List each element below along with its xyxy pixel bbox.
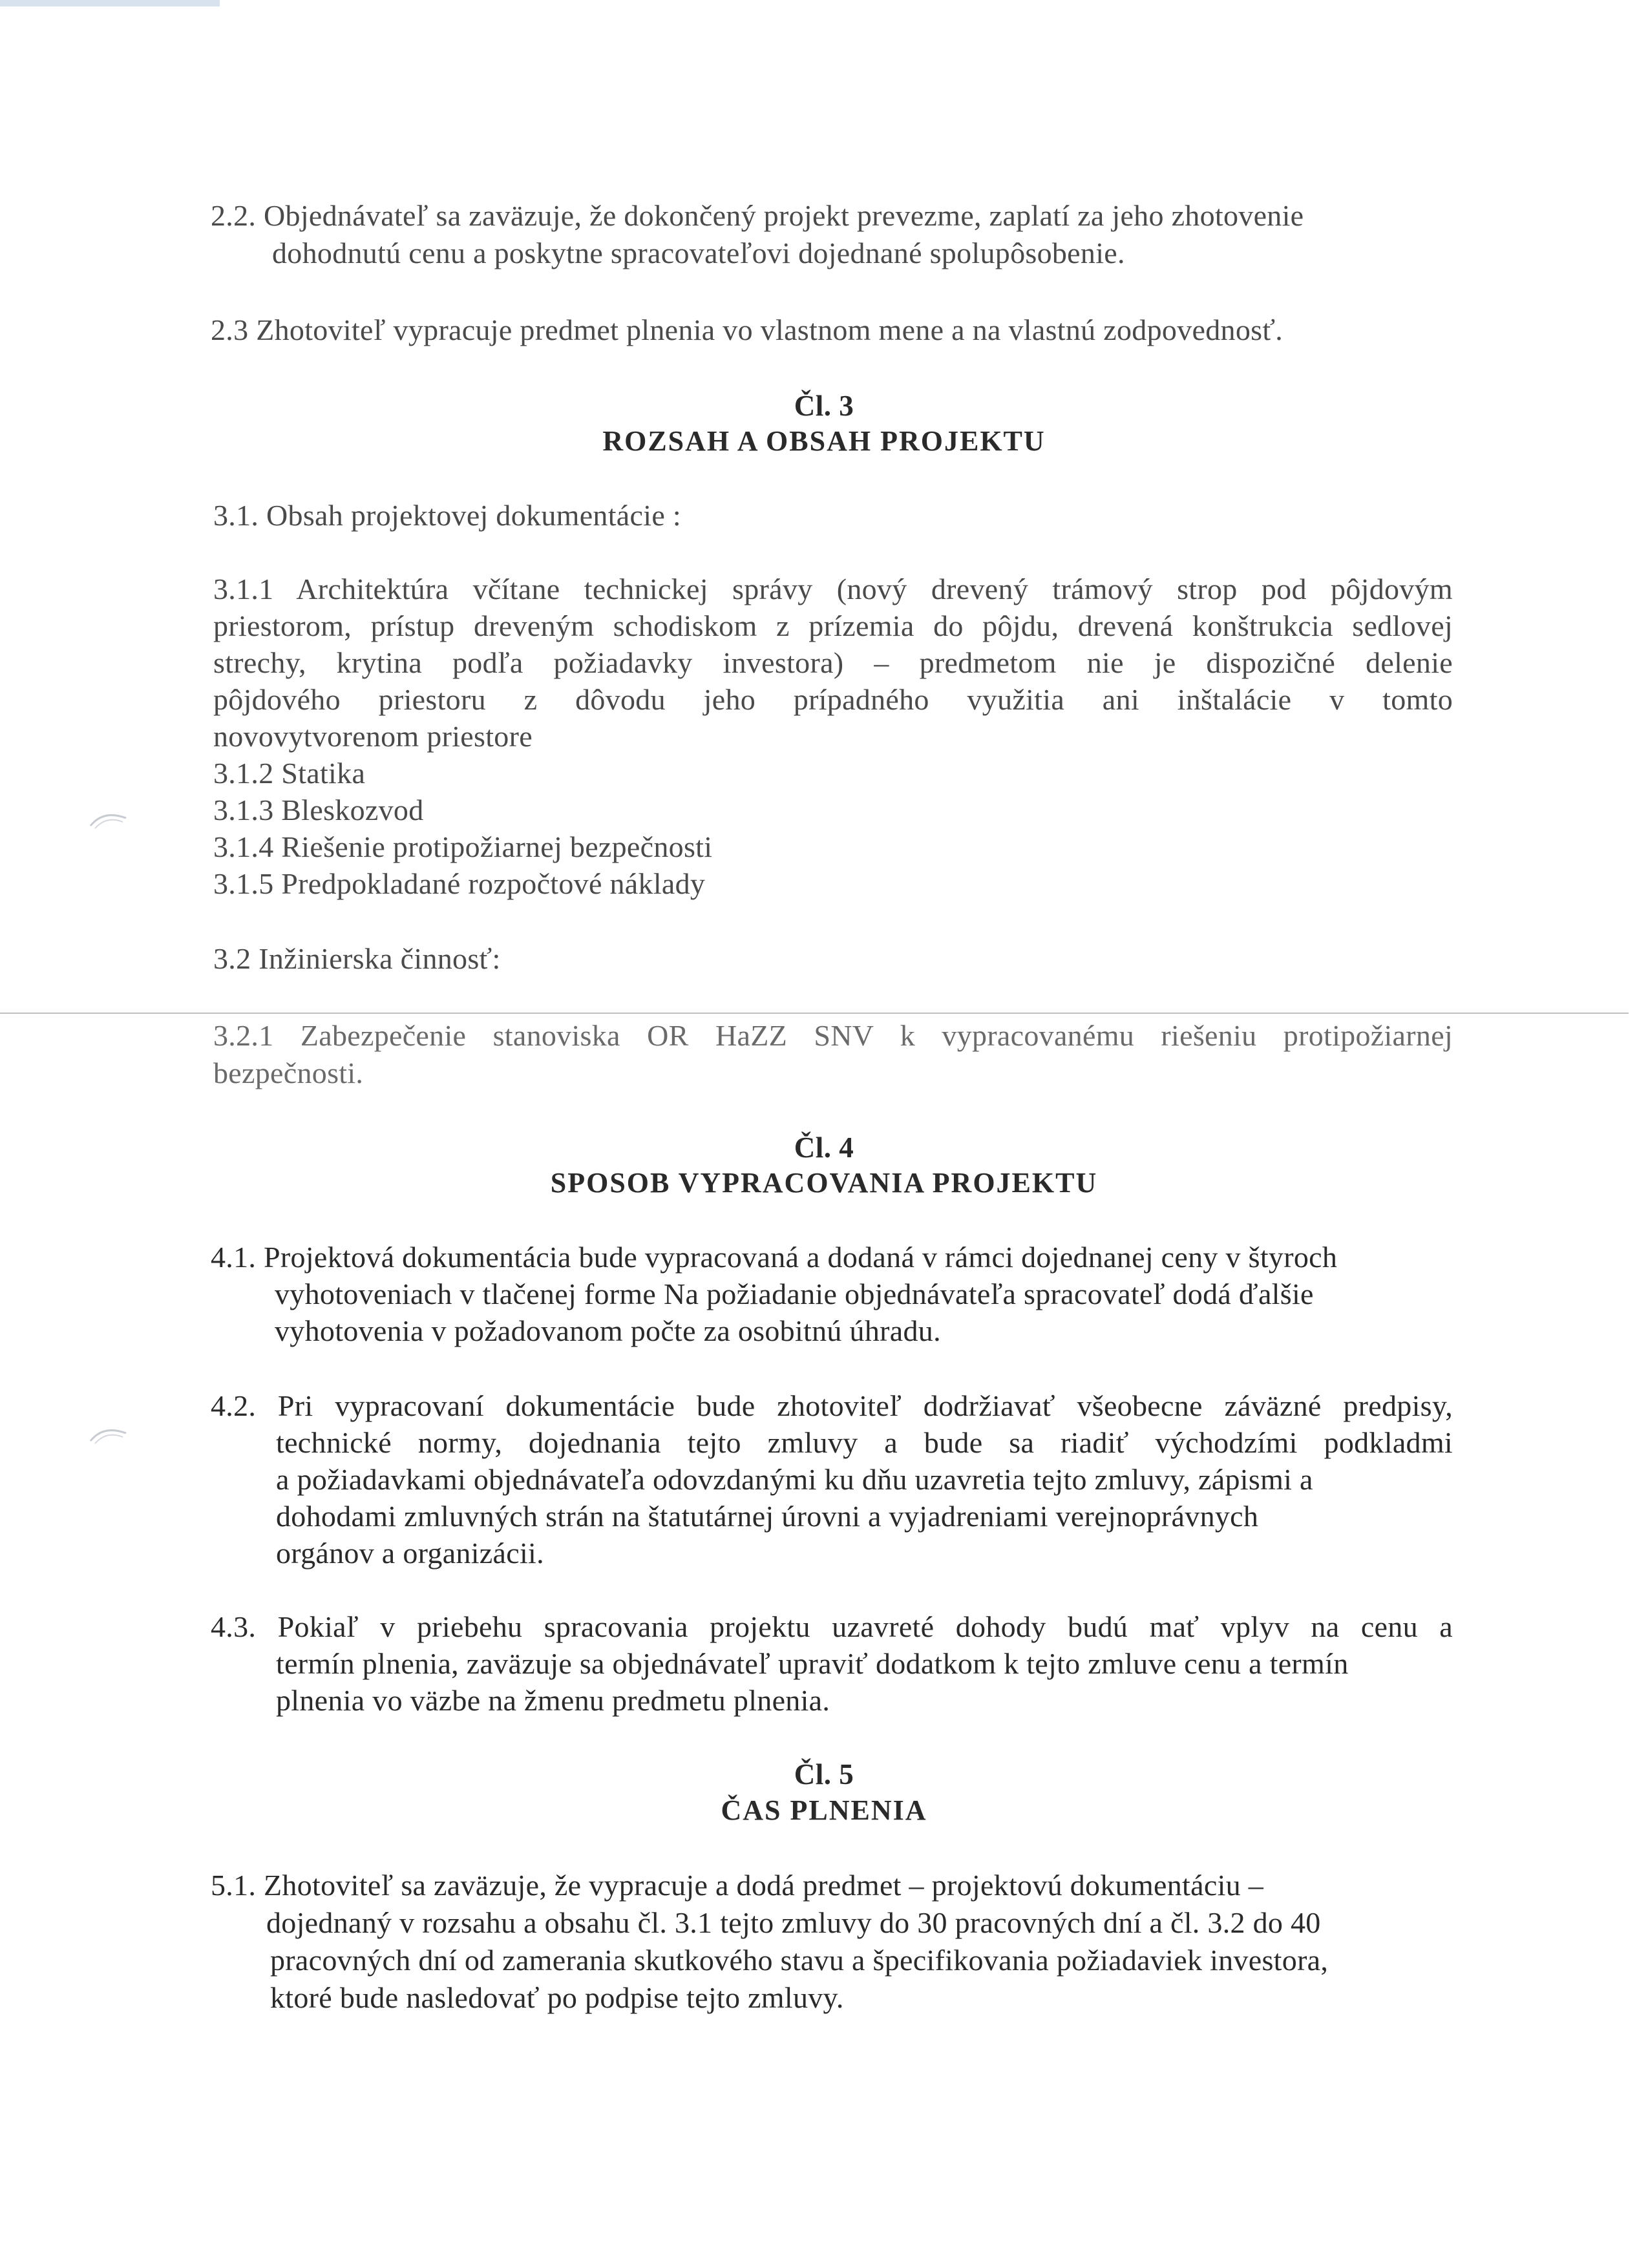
- paragraph-2-3: 2.3 Zhotoviteľ vypracuje predmet plnenia vo vlastnom mene a na vlastnú zodpovednosť.: [211, 313, 1284, 346]
- paragraph-5-1-line-2: dojednaný v rozsahu a obsahu čl. 3.1 tejto zmluvy do 30 pracovných dní a čl. 3.2 do 40: [266, 1906, 1321, 1939]
- item-3-1-3: 3.1.3 Bleskozvod: [213, 793, 424, 826]
- punch-hole-mark-icon: [87, 806, 132, 832]
- item-3-1-2: 3.1.2 Statika: [213, 757, 366, 790]
- article-3-number: Čl. 3: [794, 390, 854, 422]
- paragraph-3-1-1-line-1: 3.1.1 Architektúra včítane technickej správy (nový drevený trámový strop pod pôjdovým: [213, 572, 1453, 605]
- paragraph-3-2-1-line-2: bezpečnosti.: [213, 1056, 364, 1089]
- paragraph-4-1-line-1: 4.1. Projektová dokumentácia bude vypracovaná a dodaná v rámci dojednanej ceny v štyroch: [211, 1241, 1338, 1274]
- paragraph-3-1-1-line-4: pôjdového priestoru z dôvodu jeho prípadného využitia ani inštalácie v tomto: [213, 683, 1453, 716]
- article-5-title: ČAS PLNENIA: [721, 1794, 927, 1826]
- paragraph-4-3-line-1: 4.3. Pokiaľ v priebehu spracovania projektu uzavreté dohody budú mať vplyv na cenu a: [211, 1610, 1453, 1643]
- paragraph-2-2-line-2: dohodnutú cenu a poskytne spracovateľovi dojednané spolupôsobenie.: [272, 236, 1125, 269]
- paragraph-4-2-line-3: a požiadavkami objednávateľa odovzdanými ku dňu uzavretia tejto zmluvy, zápismi a: [276, 1463, 1313, 1496]
- paragraph-5-1-line-4: ktoré bude nasledovať po podpise tejto zmluvy.: [270, 1981, 844, 2014]
- paragraph-3-1-1-line-2: priestorom, prístup dreveným schodiskom z prízemia do pôjdu, drevená konštrukcia sedlovej: [213, 609, 1453, 642]
- paragraph-4-2-line-2: technické normy, dojednania tejto zmluvy a bude sa riadiť východzími podkladmi: [276, 1426, 1453, 1459]
- punch-hole-mark-icon: [87, 1422, 132, 1447]
- paragraph-4-2-line-5: orgánov a organizácii.: [276, 1537, 544, 1570]
- scan-edge-artifact: [0, 0, 220, 6]
- paragraph-4-2-line-1: 4.2. Pri vypracovaní dokumentácie bude zhotoviteľ dodržiavať všeobecne záväzné predpisy,: [211, 1389, 1453, 1422]
- article-4-title: SPOSOB VYPRACOVANIA PROJEKTU: [550, 1167, 1098, 1199]
- paragraph-5-1-line-1: 5.1. Zhotoviteľ sa zaväzuje, že vypracuje a dodá predmet – projektovú dokumentáciu –: [211, 1869, 1264, 1902]
- paragraph-3-2: 3.2 Inžinierska činnosť:: [213, 942, 501, 975]
- paragraph-3-1: 3.1. Obsah projektovej dokumentácie :: [213, 499, 681, 532]
- paragraph-4-2-line-4: dohodami zmluvných strán na štatutárnej úrovni a vyjadreniami verejnoprávnych: [276, 1500, 1259, 1533]
- paragraph-3-1-1-line-5: novovytvorenom priestore: [213, 720, 533, 753]
- paragraph-4-3-line-2: termín plnenia, zaväzuje sa objednávateľ upraviť dodatkom k tejto zmluve cenu a termín: [276, 1647, 1349, 1680]
- article-3-title: ROZSAH A OBSAH PROJEKTU: [602, 425, 1046, 457]
- paragraph-2-2-line-1: 2.2. Objednávateľ sa zaväzuje, že dokončený projekt prevezme, zaplatí za jeho zhotovenie: [211, 199, 1304, 232]
- item-3-1-5: 3.1.5 Predpokladané rozpočtové náklady: [213, 867, 706, 900]
- paragraph-4-1-line-3: vyhotovenia v požadovanom počte za osobitnú úhradu.: [275, 1314, 941, 1347]
- item-3-1-4: 3.1.4 Riešenie protipožiarnej bezpečnosti: [213, 830, 713, 863]
- article-4-number: Čl. 4: [794, 1131, 854, 1164]
- paragraph-3-1-1-line-3: strechy, krytina podľa požiadavky investora) – predmetom nie je dispozičné delenie: [213, 646, 1453, 679]
- paragraph-4-1-line-2: vyhotoveniach v tlačenej forme Na požiadanie objednávateľa spracovateľ dodá ďalšie: [275, 1277, 1314, 1310]
- paragraph-3-2-1-line-1: 3.2.1 Zabezpečenie stanoviska OR HaZZ SNV k vypracovanému riešeniu protipožiarnej: [213, 1019, 1453, 1052]
- article-5-number: Čl. 5: [794, 1758, 854, 1790]
- scan-fold-line: [0, 1013, 1629, 1014]
- paragraph-5-1-line-3: pracovných dní od zamerania skutkového stavu a špecifikovania požiadaviek investora,: [270, 1944, 1329, 1977]
- paragraph-4-3-line-3: plnenia vo väzbe na žmenu predmetu plnenia.: [276, 1684, 830, 1717]
